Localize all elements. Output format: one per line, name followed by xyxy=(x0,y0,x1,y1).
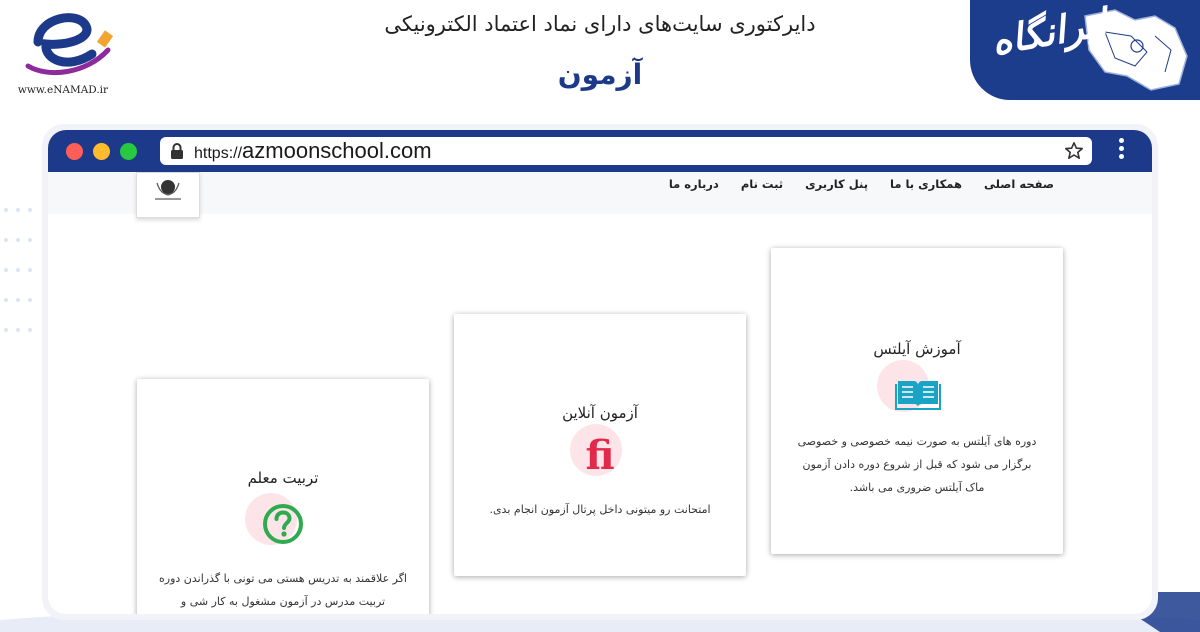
card-ielts[interactable] xyxy=(771,248,1063,554)
enamad-e-icon xyxy=(8,4,118,84)
site-name: آزمون xyxy=(557,58,643,91)
nav-item-register[interactable]: ثبت نام xyxy=(740,177,784,191)
fi-icon: fi xyxy=(585,432,615,479)
url-text xyxy=(194,138,432,164)
card-desc-ielts: دوره های آیلتس به صورت نیمه خصوصی و خصوصی برگزار می شود که قبل از شروع دوره دادن آزمون ماک آیلتس ضروری می باشد. xyxy=(797,435,1037,494)
browser-menu-icon[interactable] xyxy=(1116,138,1126,164)
card-online-exam[interactable] xyxy=(454,314,746,576)
browser-viewport xyxy=(48,130,1152,614)
minimize-window-button[interactable] xyxy=(93,143,110,160)
url-scheme: https:// xyxy=(194,145,243,162)
card-teacher-training[interactable] xyxy=(137,379,429,614)
url-domain: azmoonschool.com xyxy=(242,138,432,163)
address-bar[interactable] xyxy=(160,137,1092,165)
card-desc-teacher-training: اگر علاقمند به تدریس هستی می تونی با گذراندن دوره تربیت مدرس در آزمون مشغول به کار شی و xyxy=(159,572,407,608)
card-title-ielts: آموزش آیلتس xyxy=(873,340,961,358)
dot-pattern-decoration xyxy=(0,200,40,460)
nav-item-cooperation[interactable]: همکاری با ما xyxy=(890,177,962,191)
main-nav xyxy=(647,177,1054,191)
directory-title: دایرکتوری سایت‌های دارای نماد اعتماد الکترونیکی xyxy=(384,12,816,36)
close-window-button[interactable] xyxy=(66,143,83,160)
irangah-logo xyxy=(970,0,1200,100)
maximize-window-button[interactable] xyxy=(120,143,137,160)
card-title-online-exam: آزمون آنلاین xyxy=(562,404,638,422)
browser-toolbar xyxy=(48,130,1152,172)
browser-window xyxy=(42,124,1158,620)
site-logo[interactable] xyxy=(136,172,200,218)
enamad-logo xyxy=(8,4,118,100)
enamad-url: www.eNAMAD.ir xyxy=(17,84,109,96)
question-icon xyxy=(262,503,304,545)
card-desc-online-exam: امتحانت رو میتونی داخل پرتال آزمون انجام بدی. xyxy=(489,503,711,516)
nav-item-user-panel[interactable]: پنل کاربری xyxy=(805,177,869,191)
book-icon xyxy=(895,376,941,412)
bookmark-star-icon[interactable] xyxy=(1064,141,1084,161)
nav-item-about[interactable]: درباره ما xyxy=(668,177,719,191)
school-emblem-icon xyxy=(137,173,199,217)
lock-icon xyxy=(170,142,184,160)
nav-item-home[interactable]: صفحه اصلی xyxy=(983,177,1054,191)
irangah-brand-text: ایرانگاه xyxy=(988,0,1110,64)
card-title-teacher-training: تربیت معلم xyxy=(247,469,319,487)
